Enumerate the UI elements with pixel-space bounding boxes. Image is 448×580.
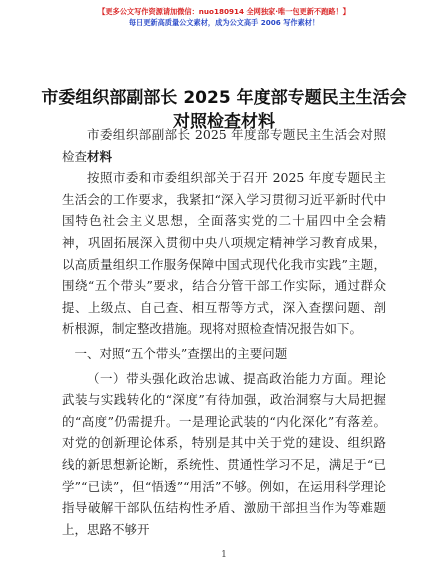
banner-line-1: 【更多公文写作资源请加微信：nuo180914 全网独家·唯一包更新不跑路！】 [98,7,350,16]
document-subtitle [62,124,386,167]
section-heading: 一、对照“五个带头”查摆出的主要问题 [74,345,288,361]
title-line-1: 市委组织部副部长 2025 年度部专题民主生活会 [41,88,407,108]
subsection-paragraph: （一）带头强化政治忠诚、提高政治能力方面。理论武装与实践转化的“深度”有待加强，政治洞察与大局把握的“高度”仍需提升。一是理论武装的“内化深化”有落差。对党的创新理论体系，特别是其中关于党的建设、组织路线的新思想新论断，系统性、贯通性学习不足，满足于“已学”“已读”，但“悟透”“用活”不够。例如，在运用科学理论指导破解干部队伍结构性矛盾、激励干部担当作为等难题上，思路不够开 [62,370,386,537]
header-banner [0,6,448,28]
title-line-2: 对照检查材料 [173,112,275,132]
page-number: 1 [221,550,227,560]
subtitle-text: 市委组织部副部长 2025 年度部专题民主生活会对照检查 [62,127,386,164]
banner-line-2: 每日更新高质量公文素材，成为公文高手 2006 写作素材！ [128,18,320,27]
intro-paragraph: 按照市委和市委组织部关于召开 2025 年度专题民主生活会的工作要求，我紧扣“深入学习贯彻习近平新时代中国特色社会主义思想，全面落实党的二十届四中全会精神，巩固拓展深入贯彻中央八项规定精神学习教育成果，以高质量组织工作服务保障中国式现代化我市实践”主题，围绕“五个带头”要求，结合分管干部工作实际，通过群众提、上级点、自己查、相互帮等方式，深入查摆问题、剖析根源，制定整改措施。现将对照检查情况报告如下。 [62,170,386,337]
subtitle-bold: 材料 [87,148,113,164]
document-body [62,124,386,540]
